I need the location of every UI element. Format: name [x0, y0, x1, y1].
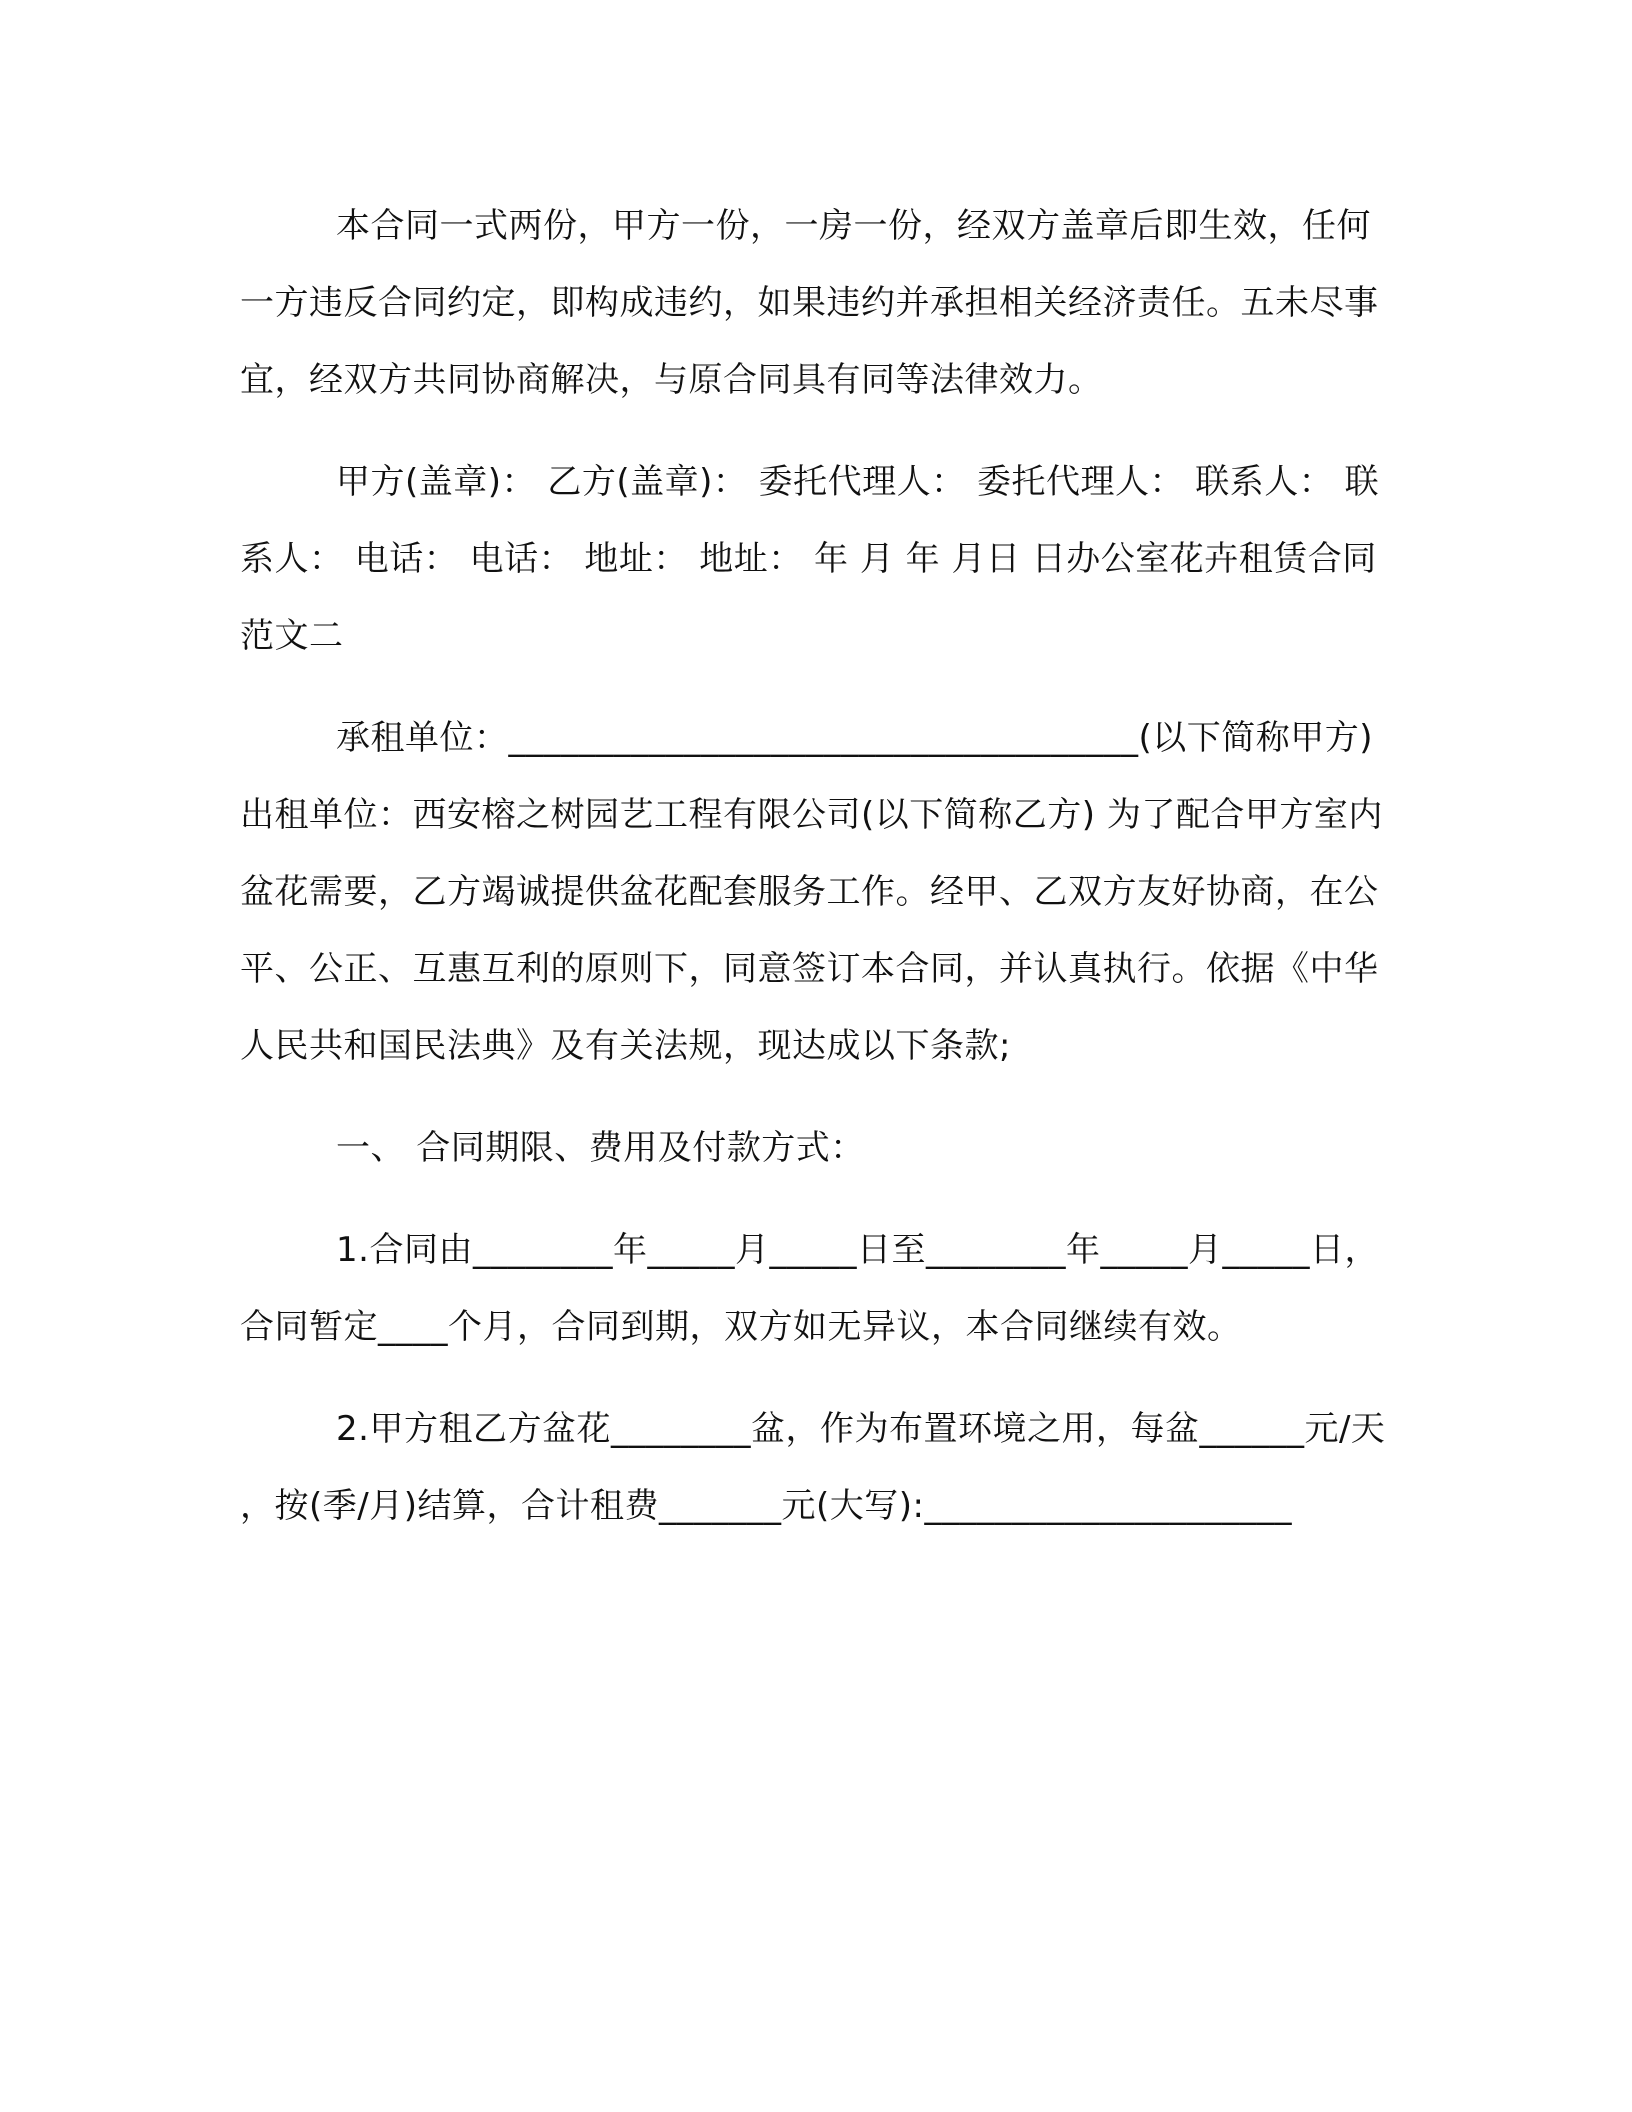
document-body: [240, 188, 1390, 1545]
paragraph-parties-intro: 承租单位：____________________________________(以下简称甲方) 出租单位：西安榕之树园艺工程有限公司(以下简称乙方) 为了配合甲方室内盆花需要，乙方竭诚提供盆花配套服务工作。经甲、乙双方友好协商，在公平、公正、互惠互利的原则下，同意签订本合同，并认真执行。依据《中华人民共和国民法典》及有关法规，现达成以下条款;: [240, 718, 1385, 1066]
paragraph-contract-term: 1.合同由________年_____月_____日至________年_____月_____日，合同暂定____个月，合同到期，双方如无异议，本合同继续有效。: [240, 1230, 1379, 1347]
section-heading-term-fees: 一、 合同期限、费用及付款方式：: [336, 1128, 865, 1168]
paragraph-rental-fees: 2.甲方租乙方盆花________盆，作为布置环境之用，每盆______元/天，按(季/月)结算，合计租费_______元(大写):_____________________: [240, 1409, 1386, 1526]
paragraph-signature-block: 甲方(盖章)： 乙方(盖章)： 委托代理人： 委托代理人： 联系人： 联系人： 电话： 电话： 地址： 地址： 年 月 年 月日 日办公室花卉租赁合同范文二: [240, 462, 1380, 656]
paragraph-validity-clause: 本合同一式两份，甲方一份，一房一份，经双方盖章后即生效，任何一方违反合同约定，即构成违约，如果违约并承担相关经济责任。五未尽事宜，经双方共同协商解决，与原合同具有同等法律效力。: [240, 206, 1379, 400]
